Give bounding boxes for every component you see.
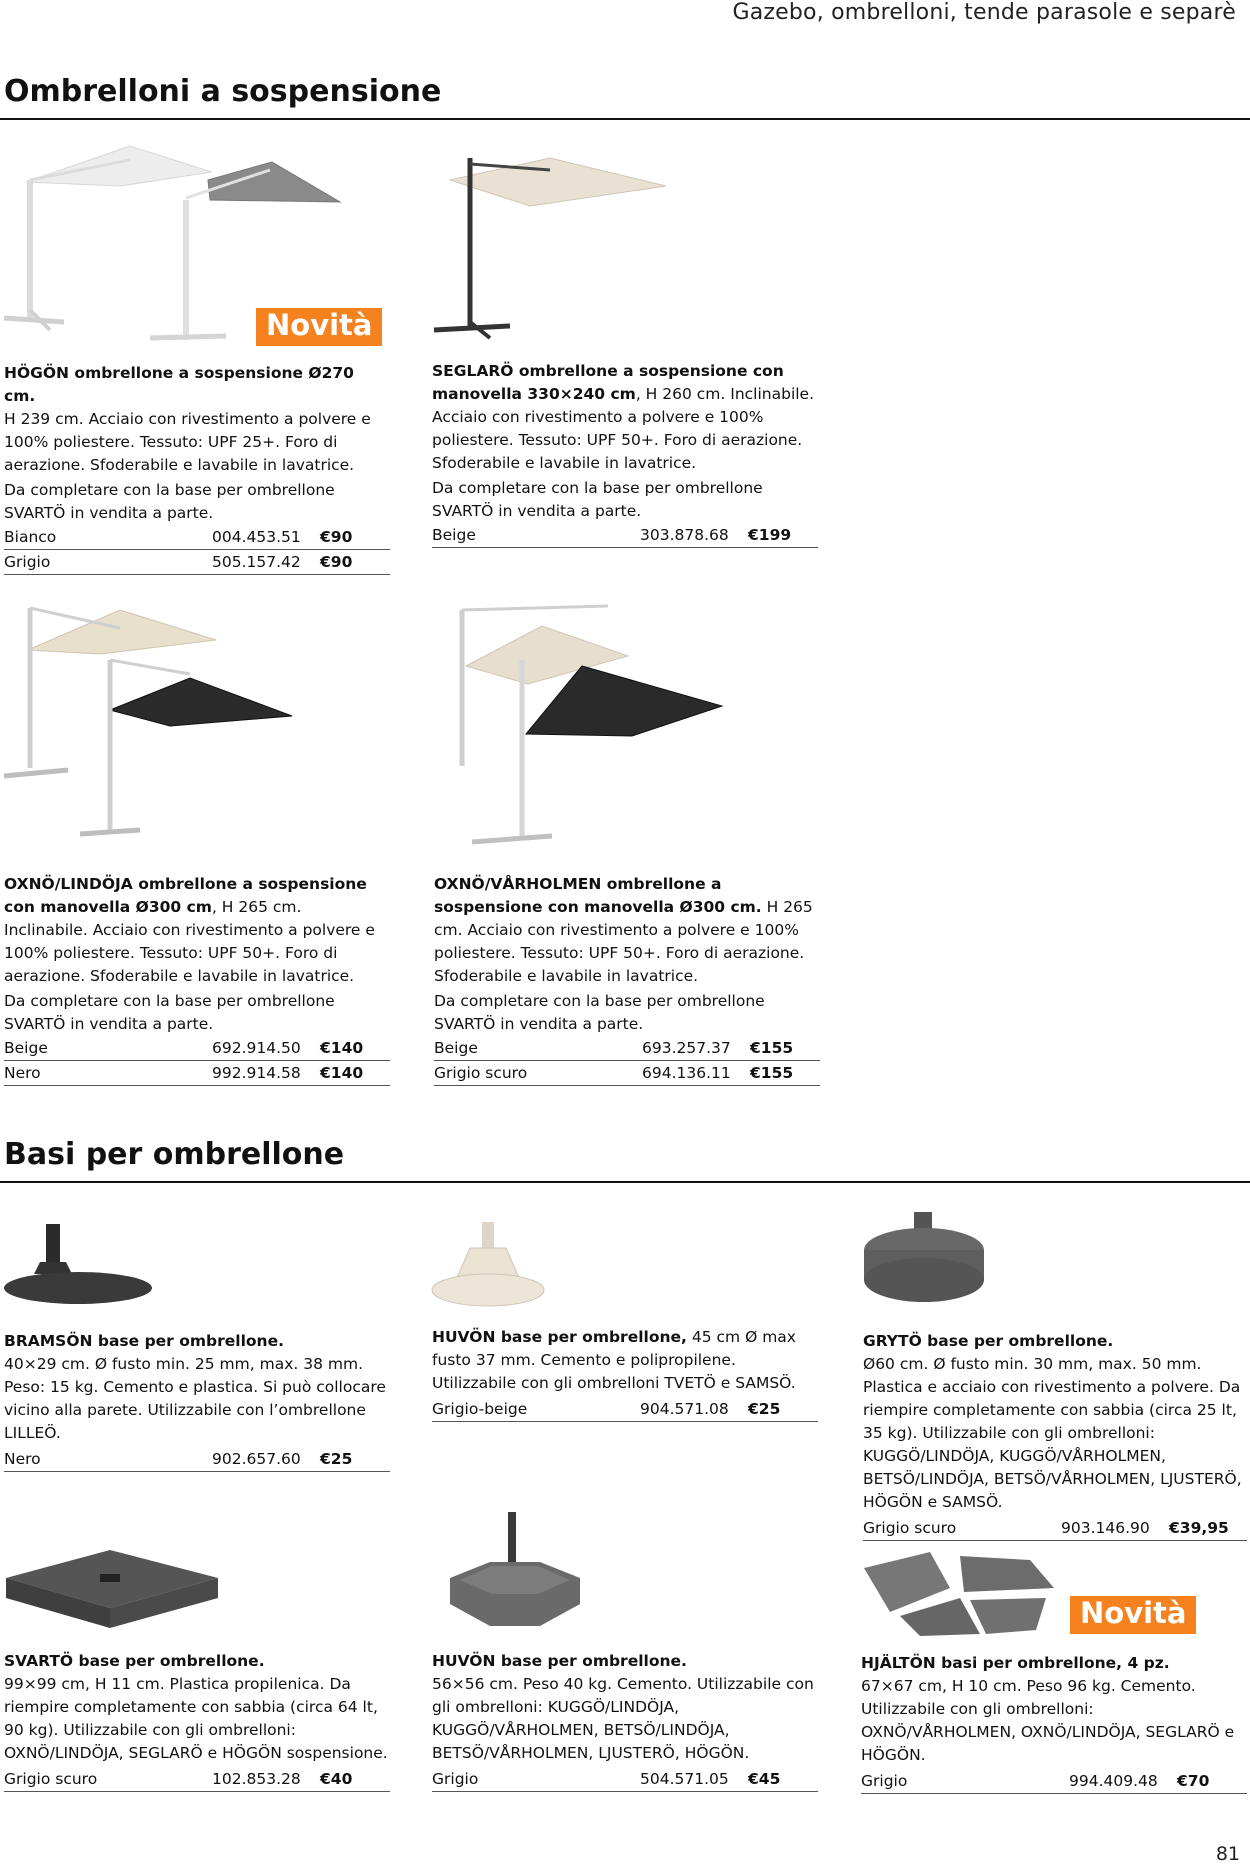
price: €140	[320, 1039, 364, 1057]
product-note: Da completare con la base per ombrellone SVARTÖ in vendita a parte.	[434, 992, 765, 1033]
variant-color: Nero	[4, 1450, 41, 1468]
hjalton-base-image	[860, 1548, 1060, 1638]
product-hogon	[4, 362, 390, 575]
product-name: SEGLARÖ ombrellone a sospensione con manovella 330×240 cm	[432, 362, 784, 403]
article-number: 504.571.05	[640, 1770, 729, 1788]
product-name: SVARTÖ base per ombrellone.	[4, 1652, 265, 1670]
product-desc: H 265 cm. Acciaio con rivestimento a polvere e 100% poliestere. Tessuto: UPF 50+. Foro di aerazione. Sfoderabile e lavabile in lavatrice.	[434, 898, 813, 985]
article-number: 303.878.68	[640, 526, 729, 544]
price: €155	[750, 1064, 794, 1082]
new-badge: Novità	[256, 308, 382, 346]
price-row	[434, 1061, 820, 1086]
price-row	[432, 1767, 818, 1792]
product-huvon-grey	[432, 1650, 818, 1792]
product-name: OXNÖ/VÅRHOLMEN ombrellone a sospensione con manovella Ø300 cm.	[434, 875, 762, 916]
huvon-grey-base-image	[430, 1508, 590, 1636]
article-number: 693.257.37	[642, 1039, 731, 1057]
variant-color: Beige	[432, 526, 476, 544]
section-title-hanging-umbrellas: Ombrelloni a sospensione	[4, 74, 442, 109]
product-desc: 67×67 cm, H 10 cm. Peso 96 kg. Cemento. Utilizzabile con gli ombrelloni: OXNÖ/VÅRHOLMEN, OXNÖ/LINDÖJA, SEGLARÖ e HÖGÖN.	[861, 1677, 1235, 1764]
product-oxno-varholmen	[434, 873, 820, 1086]
price-row	[4, 1036, 390, 1061]
article-number: 004.453.51	[212, 528, 301, 546]
article-number: 102.853.28	[212, 1770, 301, 1788]
product-svarto	[4, 1650, 390, 1792]
article-number: 994.409.48	[1069, 1772, 1158, 1790]
oxno-lindoja-umbrella-image	[0, 598, 310, 843]
price: €140	[320, 1064, 364, 1082]
variant-color: Grigio scuro	[863, 1519, 957, 1537]
product-desc: 99×99 cm, H 11 cm. Plastica propilenica. Da riempire completamente con sabbia (circa 64 lt, 90 kg). Utilizzabile con gli ombrelloni: OXNÖ/LINDÖJA, SEGLARÖ e HÖGÖN sospensione.	[4, 1675, 388, 1762]
section-divider	[0, 118, 1250, 120]
price-row	[432, 523, 818, 548]
price: €25	[320, 1450, 353, 1468]
product-hjalton	[861, 1652, 1247, 1794]
product-name: GRYTÖ base per ombrellone.	[863, 1332, 1114, 1350]
price-row	[861, 1769, 1247, 1794]
price: €90	[320, 528, 353, 546]
price: €155	[750, 1039, 794, 1057]
price-row	[4, 1767, 390, 1792]
seglaro-umbrella-image	[430, 150, 680, 340]
product-name: HJÄLTÖN basi per ombrellone, 4 pz.	[861, 1654, 1170, 1672]
product-name: HUVÖN base per ombrellone.	[432, 1652, 687, 1670]
price-row	[4, 550, 390, 575]
variant-color: Grigio	[4, 553, 51, 571]
price-row	[4, 1061, 390, 1086]
article-number: 902.657.60	[212, 1450, 301, 1468]
section-divider	[0, 1181, 1250, 1183]
price: €40	[320, 1770, 353, 1788]
variant-color: Grigio	[861, 1772, 908, 1790]
price-row	[4, 525, 390, 550]
article-number: 904.571.08	[640, 1400, 729, 1418]
running-title: Gazebo, ombrelloni, tende parasole e separè	[732, 0, 1236, 25]
product-desc: , H 260 cm. Inclinabile. Acciaio con rivestimento a polvere e 100% poliestere. Tessuto: UPF 50+. Foro di aerazione. Sfoderabile e lavabile in lavatrice.	[432, 385, 815, 472]
product-seglaro	[432, 360, 818, 548]
product-bramson	[4, 1330, 390, 1472]
product-desc: , H 265 cm. Inclinabile. Acciaio con rivestimento a polvere e 100% poliestere. Tessuto: UPF 50+. Foro di aerazione. Sfoderabile e lavabile in lavatrice.	[4, 898, 375, 985]
price-row	[434, 1036, 820, 1061]
variant-color: Beige	[434, 1039, 478, 1057]
variant-color: Beige	[4, 1039, 48, 1057]
article-number: 992.914.58	[212, 1064, 301, 1082]
article-number: 505.157.42	[212, 553, 301, 571]
price: €45	[748, 1770, 781, 1788]
huvon-beige-base-image	[430, 1218, 550, 1310]
svarto-base-image	[0, 1548, 222, 1630]
gryto-base-image	[860, 1206, 990, 1306]
product-name: BRAMSÖN base per ombrellone.	[4, 1332, 284, 1350]
article-number: 692.914.50	[212, 1039, 301, 1057]
product-desc: 45 cm Ø max fusto 37 mm. Cemento e polipropilene. Utilizzabile con gli ombrelloni TVETÖ e SAMSÖ.	[432, 1328, 796, 1392]
product-note: Da completare con la base per ombrellone SVARTÖ in vendita a parte.	[432, 479, 763, 520]
article-number: 694.136.11	[642, 1064, 731, 1082]
price: €199	[748, 526, 792, 544]
price-row	[863, 1516, 1247, 1541]
product-desc: 56×56 cm. Peso 40 kg. Cemento. Utilizzabile con gli ombrelloni: KUGGÖ/LINDÖJA, KUGGÖ/VÅRHOLMEN, BETSÖ/LINDÖJA, BETSÖ/VÅRHOLMEN, LJUSTERÖ, HÖGÖN.	[432, 1675, 814, 1762]
product-desc: H 239 cm. Acciaio con rivestimento a polvere e 100% poliestere. Tessuto: UPF 25+. Foro di aerazione. Sfoderabile e lavabile in lavatrice.	[4, 410, 371, 474]
product-name: OXNÖ/LINDÖJA ombrellone a sospensione con manovella Ø300 cm	[4, 875, 367, 916]
page-number: 81	[1215, 1843, 1240, 1865]
price-row	[4, 1447, 390, 1472]
variant-color: Grigio-beige	[432, 1400, 528, 1418]
variant-color: Grigio	[432, 1770, 479, 1788]
product-gryto	[863, 1330, 1247, 1541]
variant-color: Bianco	[4, 528, 57, 546]
price: €25	[748, 1400, 781, 1418]
price: €90	[320, 553, 353, 571]
bramson-base-image	[0, 1218, 160, 1308]
price: €70	[1177, 1772, 1210, 1790]
new-badge: Novità	[1070, 1596, 1196, 1634]
product-name: HÖGÖN ombrellone a sospensione Ø270 cm.	[4, 364, 354, 405]
product-huvon-beige	[432, 1326, 818, 1422]
oxno-varholmen-umbrella-image	[432, 596, 732, 846]
product-note: Da completare con la base per ombrellone SVARTÖ in vendita a parte.	[4, 481, 335, 522]
product-name: HUVÖN base per ombrellone,	[432, 1328, 687, 1346]
price-row	[432, 1397, 818, 1422]
section-title-umbrella-bases: Basi per ombrellone	[4, 1137, 345, 1172]
product-note: Da completare con la base per ombrellone SVARTÖ in vendita a parte.	[4, 992, 335, 1033]
product-desc: 40×29 cm. Ø fusto min. 25 mm, max. 38 mm. Peso: 15 kg. Cemento e plastica. Si può collocare vicino alla parete. Utilizzabile con l’ombrellone LILLEÖ.	[4, 1355, 386, 1442]
variant-color: Grigio scuro	[4, 1770, 98, 1788]
price: €39,95	[1169, 1519, 1229, 1537]
variant-color: Grigio scuro	[434, 1064, 528, 1082]
variant-color: Nero	[4, 1064, 41, 1082]
product-oxno-lindoja	[4, 873, 390, 1086]
article-number: 903.146.90	[1061, 1519, 1150, 1537]
product-desc: Ø60 cm. Ø fusto min. 30 mm, max. 50 mm. Plastica e acciaio con rivestimento a polvere. Da riempire completamente con sabbia (circa 25 lt, 35 kg). Utilizzabile con gli ombrelloni: KUGGÖ/LINDÖJA, KUGGÖ/VÅRHOLMEN, BETSÖ/LINDÖJA, BETSÖ/VÅRHOLMEN, LJUSTERÖ, HÖGÖN e SAMSÖ.	[863, 1355, 1242, 1511]
